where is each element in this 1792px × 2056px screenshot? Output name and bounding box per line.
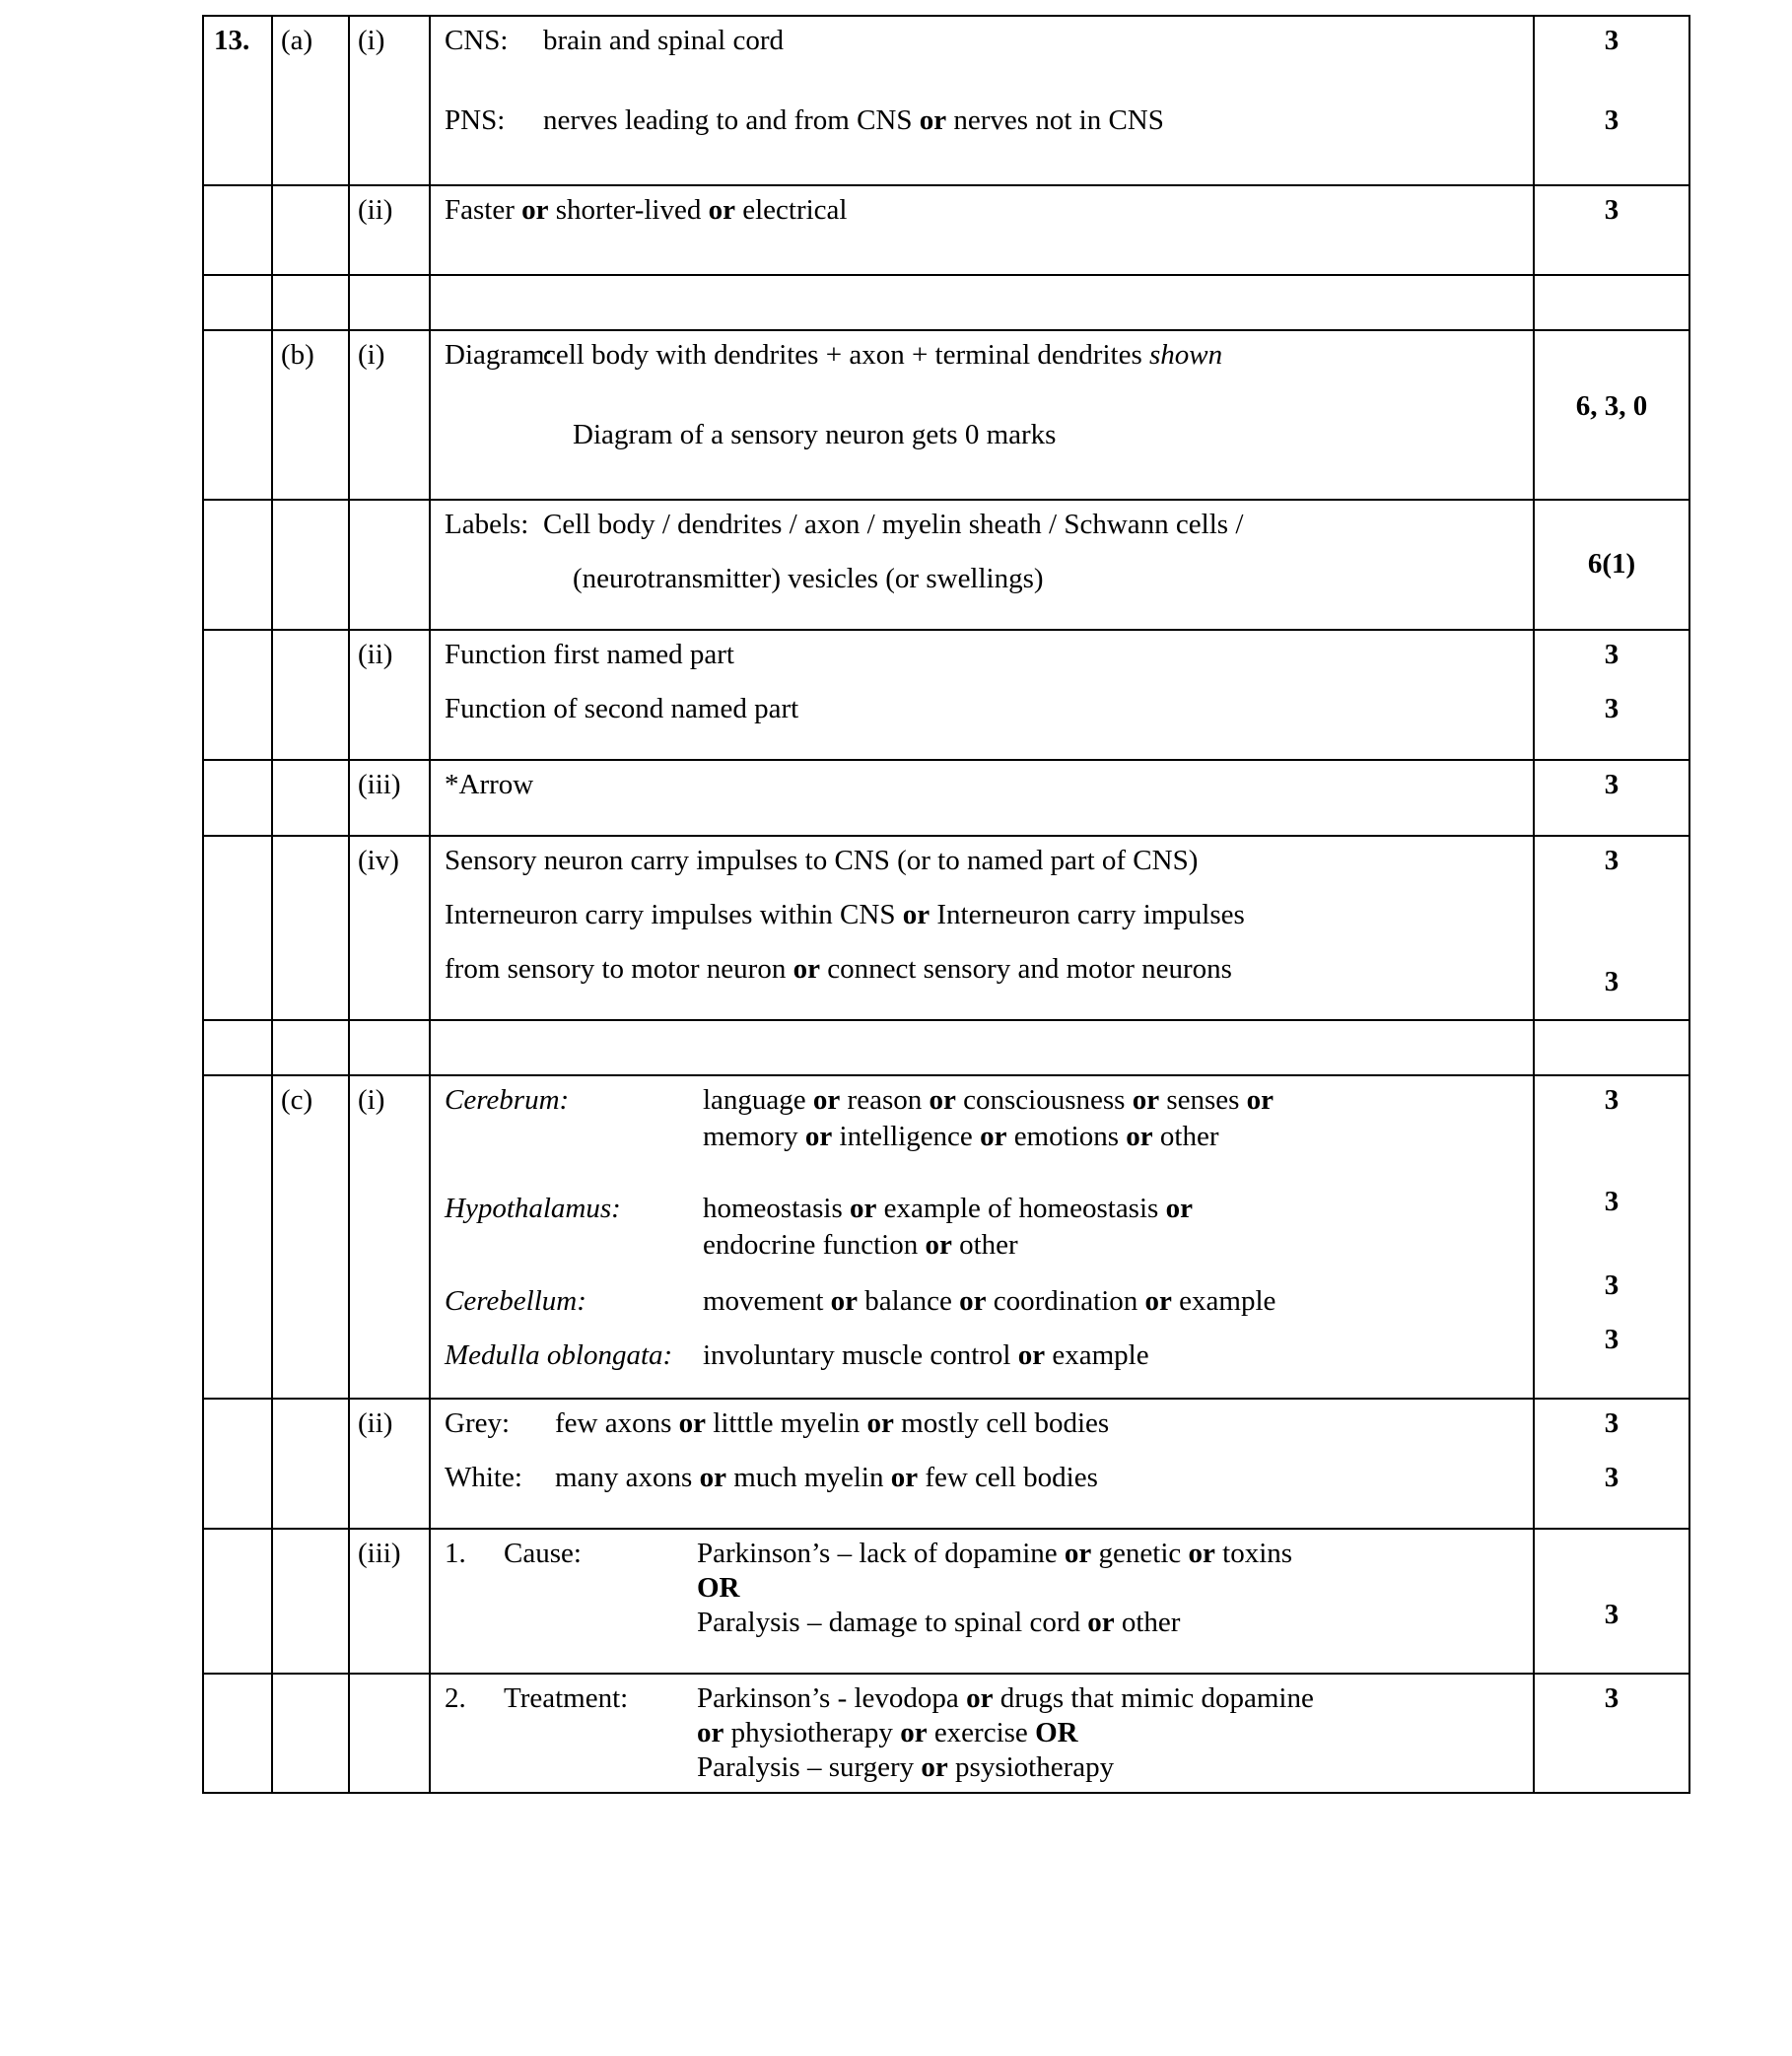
empty-cell bbox=[350, 1021, 429, 1050]
cause-text bbox=[697, 1540, 1292, 1568]
empty-cell bbox=[273, 1400, 348, 1448]
post: example bbox=[1171, 1285, 1276, 1317]
spacer bbox=[1535, 1540, 1689, 1601]
b-iv-line2-pre: Interneuron carry impulses within CNS bbox=[445, 899, 903, 930]
marks-value: 3 bbox=[1604, 1462, 1620, 1493]
answer-line-diagram bbox=[445, 341, 1525, 370]
table-row bbox=[203, 836, 1689, 1020]
table-row bbox=[203, 185, 1689, 275]
cause-number: 1. bbox=[445, 1538, 466, 1569]
part-letter-a: (a) bbox=[281, 25, 313, 56]
roman-b-iv: (iv) bbox=[358, 845, 399, 876]
post: other bbox=[1114, 1607, 1181, 1638]
a-ii-or2: or bbox=[708, 194, 735, 226]
spacer bbox=[1535, 1115, 1689, 1188]
post: example bbox=[1045, 1339, 1149, 1371]
cerebellum-label: Cerebellum: bbox=[445, 1285, 586, 1317]
or: or bbox=[890, 1462, 919, 1493]
spacer bbox=[445, 370, 1525, 421]
pre: movement bbox=[703, 1285, 831, 1317]
empty-cell bbox=[204, 1076, 271, 1125]
marks-value: 3 bbox=[1604, 639, 1620, 670]
roman-c-iii: (iii) bbox=[358, 1538, 401, 1569]
marks-value: 3 bbox=[1604, 104, 1620, 136]
spacer bbox=[1535, 669, 1689, 695]
roman-b-ii: (ii) bbox=[358, 639, 393, 670]
empty-cell bbox=[273, 837, 348, 885]
marks-value: 3 bbox=[1604, 693, 1620, 724]
table-row bbox=[203, 630, 1689, 760]
marks-value: 3 bbox=[1604, 1682, 1620, 1714]
medulla-label: Medulla oblongata: bbox=[445, 1339, 673, 1371]
marks-cell-c-ii bbox=[1535, 1400, 1689, 1502]
answer-b-iii bbox=[431, 761, 1533, 835]
spacer bbox=[445, 539, 1525, 565]
marks-cell-c-i bbox=[1535, 1076, 1689, 1364]
or: or bbox=[1165, 1193, 1193, 1224]
empty-cell bbox=[204, 331, 271, 379]
or: or bbox=[1017, 1339, 1046, 1371]
answer-line-labels bbox=[445, 511, 1525, 539]
spacer bbox=[1535, 341, 1689, 392]
spacer bbox=[1535, 875, 1689, 926]
spacer bbox=[1535, 55, 1689, 106]
pre: homeostasis bbox=[703, 1193, 851, 1224]
marks-cell-a-i bbox=[1535, 17, 1689, 145]
pns-or: or bbox=[919, 104, 947, 136]
answer-b-iv bbox=[431, 837, 1533, 1019]
marks-value: 3 bbox=[1604, 1324, 1620, 1355]
empty-cell bbox=[204, 1021, 271, 1050]
a-ii-mid: shorter-lived bbox=[548, 194, 709, 226]
marks-value: 3 bbox=[1604, 769, 1620, 800]
spacer bbox=[445, 669, 1525, 695]
pre: Parkinson’s - levodopa bbox=[697, 1682, 967, 1714]
marking-scheme-table bbox=[202, 15, 1690, 1794]
empty-cell bbox=[204, 837, 271, 885]
marks-value: 3 bbox=[1604, 25, 1620, 56]
marks-value: 3 bbox=[1604, 1269, 1620, 1301]
cns-label: CNS: bbox=[445, 25, 509, 56]
roman-b-iii: (iii) bbox=[358, 769, 401, 800]
mid: much myelin bbox=[725, 1462, 891, 1493]
spacer bbox=[445, 875, 1525, 901]
marks-value: 6, 3, 0 bbox=[1575, 390, 1648, 422]
treatment-number: 2. bbox=[445, 1682, 466, 1714]
empty-cell bbox=[350, 1675, 429, 1723]
roman-c-ii: (ii) bbox=[358, 1407, 393, 1439]
pre: Paralysis – damage to spinal cord bbox=[697, 1607, 1088, 1638]
post: drugs that mimic dopamine bbox=[993, 1682, 1314, 1714]
empty-cell bbox=[273, 501, 348, 549]
empty-cell bbox=[204, 1675, 271, 1723]
table-row bbox=[203, 760, 1689, 836]
diagram-shown: shown bbox=[1148, 339, 1223, 371]
answer-a-ii bbox=[431, 186, 1533, 274]
answer-b-i-labels bbox=[431, 501, 1533, 629]
or: or bbox=[678, 1407, 707, 1439]
spacer bbox=[445, 1316, 1525, 1341]
empty-cell bbox=[431, 276, 1533, 305]
empty-cell bbox=[204, 761, 271, 809]
or: or bbox=[900, 1717, 928, 1748]
pre: Paralysis – surgery bbox=[697, 1751, 922, 1783]
or: or bbox=[1188, 1538, 1215, 1569]
brain-part-medulla bbox=[445, 1341, 1525, 1370]
empty-cell bbox=[273, 631, 348, 679]
pre: many axons bbox=[555, 1462, 700, 1493]
spacer bbox=[445, 1151, 1525, 1195]
answer-c-iii-cause bbox=[431, 1530, 1533, 1673]
white-matter-line bbox=[445, 1464, 1525, 1492]
roman-c-i: (i) bbox=[358, 1084, 385, 1116]
or: or bbox=[1064, 1538, 1092, 1569]
b-iv-line2-post: Interneuron carry impulses bbox=[930, 899, 1245, 930]
spacer bbox=[445, 1637, 1525, 1663]
marks-value: 3 bbox=[1604, 966, 1620, 997]
marks-cell-b-iv bbox=[1535, 837, 1689, 1006]
cause-or-line bbox=[445, 1574, 1525, 1603]
or: or bbox=[830, 1285, 859, 1317]
treatment-first-line bbox=[445, 1684, 1525, 1713]
spacer bbox=[445, 799, 1525, 825]
part-letter-b: (b) bbox=[281, 339, 314, 371]
treatment-line2 bbox=[445, 1719, 1525, 1748]
or: or bbox=[866, 1407, 894, 1439]
mid: balance bbox=[858, 1285, 960, 1317]
b-ii-line1: Function first named part bbox=[445, 639, 734, 670]
empty-cell bbox=[273, 761, 348, 809]
empty-cell bbox=[204, 186, 271, 235]
empty-cell bbox=[273, 1675, 348, 1723]
or: or bbox=[959, 1285, 987, 1317]
answer-line-cns bbox=[445, 27, 1525, 55]
post: mostly cell bodies bbox=[893, 1407, 1110, 1439]
pns-post: nerves not in CNS bbox=[946, 104, 1164, 136]
cause-or-separator: OR bbox=[697, 1572, 740, 1604]
mid: coordination bbox=[986, 1285, 1145, 1317]
mid: senses bbox=[1159, 1084, 1247, 1116]
post: psysiotherapy bbox=[947, 1751, 1115, 1783]
b-iv-line2-or: or bbox=[902, 899, 930, 930]
labels-line1: Cell body / dendrites / axon / myelin sheath / Schwann cells / bbox=[543, 509, 1244, 540]
brain-part-hypothalamus bbox=[445, 1195, 1525, 1223]
answer-c-ii bbox=[431, 1400, 1533, 1528]
mid: exercise bbox=[927, 1717, 1036, 1748]
table-row bbox=[203, 16, 1689, 185]
mid: physiotherapy bbox=[724, 1717, 901, 1748]
or: or bbox=[699, 1462, 726, 1493]
brain-part-cerebellum bbox=[445, 1287, 1525, 1316]
b-ii-line2: Function of second named part bbox=[445, 693, 799, 724]
marks-value: 3 bbox=[1604, 194, 1620, 226]
empty-cell bbox=[204, 501, 271, 549]
spacer-row bbox=[203, 1020, 1689, 1075]
or: or bbox=[1144, 1285, 1172, 1317]
diagram-text: cell body with dendrites + axon + terminal dendrites bbox=[543, 339, 1149, 371]
spacer bbox=[445, 1438, 1525, 1464]
post: other bbox=[951, 1229, 1018, 1261]
marks-value: 3 bbox=[1604, 845, 1620, 876]
marks-cell-b-iii bbox=[1535, 761, 1689, 809]
or: or bbox=[850, 1193, 877, 1224]
pre: memory bbox=[703, 1121, 805, 1152]
spacer bbox=[445, 929, 1525, 955]
or: or bbox=[1132, 1084, 1160, 1116]
spacer bbox=[445, 225, 1525, 264]
b-iv-line3-pre: from sensory to motor neuron bbox=[445, 953, 793, 985]
empty-cell bbox=[350, 276, 429, 305]
cause-word: Cause: bbox=[504, 1538, 582, 1569]
brain-part-cerebrum bbox=[445, 1086, 1525, 1115]
marks-cell-b-ii bbox=[1535, 631, 1689, 733]
answer-c-i bbox=[431, 1076, 1533, 1398]
answer-line bbox=[445, 196, 1525, 225]
or: or bbox=[1246, 1084, 1275, 1116]
cause-paralysis-line bbox=[445, 1609, 1525, 1637]
a-ii-or1: or bbox=[521, 194, 549, 226]
b-iv-line1: Sensory neuron carry impulses to CNS (or to named part of CNS) bbox=[445, 845, 1199, 876]
empty-cell bbox=[273, 1530, 348, 1578]
spacer-row bbox=[203, 275, 1689, 330]
post: other bbox=[1152, 1121, 1219, 1152]
post: toxins bbox=[1214, 1538, 1293, 1569]
or: or bbox=[921, 1751, 948, 1783]
table-row bbox=[203, 1674, 1689, 1793]
spacer bbox=[445, 1370, 1525, 1388]
empty-cell bbox=[204, 1400, 271, 1448]
diagram-label: Diagram: bbox=[445, 339, 553, 371]
cerebrum-label: Cerebrum: bbox=[445, 1084, 570, 1116]
spacer bbox=[445, 723, 1525, 749]
marks-cell-b-i-diagram bbox=[1535, 331, 1689, 431]
mid: genetic bbox=[1091, 1538, 1189, 1569]
or: or bbox=[925, 1229, 952, 1261]
or: or bbox=[929, 1084, 956, 1116]
question-number: 13. bbox=[214, 25, 250, 56]
spacer bbox=[445, 984, 1525, 1009]
empty-cell bbox=[350, 501, 429, 549]
empty-cell bbox=[1535, 276, 1689, 305]
b-iv-line3 bbox=[445, 955, 1525, 984]
spacer bbox=[445, 135, 1525, 174]
empty-cell bbox=[204, 276, 271, 305]
marks-cell-c-iii-2 bbox=[1535, 1675, 1689, 1723]
or-separator: OR bbox=[1035, 1717, 1078, 1748]
cns-text: brain and spinal cord bbox=[543, 25, 785, 56]
empty-cell bbox=[1535, 1021, 1689, 1050]
white-label: White: bbox=[445, 1462, 522, 1493]
treatment-line3 bbox=[445, 1753, 1525, 1782]
post: few cell bodies bbox=[918, 1462, 1098, 1493]
mid: emotions bbox=[1006, 1121, 1127, 1152]
empty-cell bbox=[204, 631, 271, 679]
spacer bbox=[1535, 1300, 1689, 1326]
marks-value: 3 bbox=[1604, 1599, 1620, 1630]
or: or bbox=[804, 1121, 833, 1152]
marks-value: 6(1) bbox=[1587, 548, 1636, 580]
spacer bbox=[1535, 1438, 1689, 1464]
answer-b-ii bbox=[431, 631, 1533, 759]
spacer bbox=[445, 1260, 1525, 1287]
empty-cell bbox=[431, 1021, 1533, 1050]
table-row bbox=[203, 1075, 1689, 1399]
empty-cell bbox=[273, 186, 348, 235]
empty-cell bbox=[273, 276, 348, 305]
hypothalamus-line2 bbox=[445, 1231, 1525, 1260]
mid: example of homeostasis bbox=[876, 1193, 1166, 1224]
cerebrum-line2 bbox=[445, 1123, 1525, 1151]
or: or bbox=[697, 1717, 724, 1748]
part-letter-c: (c) bbox=[281, 1084, 313, 1116]
answer-line-sensory-note: Diagram of a sensory neuron gets 0 marks bbox=[573, 419, 1057, 450]
marks-cell-c-iii-1 bbox=[1535, 1530, 1689, 1639]
pre: Parkinson’s – lack of dopamine bbox=[697, 1538, 1065, 1569]
marks-cell-b-i-labels bbox=[1535, 501, 1689, 588]
treatment-text bbox=[697, 1684, 1314, 1713]
mid: intelligence bbox=[832, 1121, 981, 1152]
marks-value: 3 bbox=[1604, 1186, 1620, 1217]
spacer bbox=[445, 449, 1525, 489]
spacer bbox=[445, 1492, 1525, 1518]
b-iv-line2 bbox=[445, 901, 1525, 929]
labels-line2: (neurotransmitter) vesicles (or swellings) bbox=[573, 563, 1044, 594]
mid: litttle myelin bbox=[706, 1407, 867, 1439]
b-iv-line3-post: connect sensory and motor neurons bbox=[819, 953, 1232, 985]
pns-pre: nerves leading to and from CNS bbox=[543, 104, 920, 136]
spacer bbox=[445, 55, 1525, 106]
answer-a-i bbox=[431, 17, 1533, 184]
a-ii-post: electrical bbox=[734, 194, 848, 226]
pre: endocrine function bbox=[703, 1229, 926, 1261]
cause-first-line bbox=[445, 1540, 1525, 1568]
spacer bbox=[1535, 1216, 1689, 1271]
answer-line-pns bbox=[445, 106, 1525, 135]
table-row bbox=[203, 500, 1689, 630]
spacer bbox=[1535, 926, 1689, 968]
labels-label: Labels: bbox=[445, 509, 529, 540]
pns-label: PNS: bbox=[445, 104, 506, 136]
mid: consciousness bbox=[955, 1084, 1133, 1116]
or: or bbox=[1087, 1607, 1115, 1638]
empty-cell bbox=[273, 1021, 348, 1050]
table-row bbox=[203, 1399, 1689, 1529]
marks-cell-a-ii bbox=[1535, 186, 1689, 235]
hypothalamus-label: Hypothalamus: bbox=[445, 1193, 621, 1224]
answer-c-iii-treatment bbox=[431, 1675, 1533, 1792]
roman-a-i: (i) bbox=[358, 25, 385, 56]
spacer bbox=[1535, 511, 1689, 550]
marks-value: 3 bbox=[1604, 1407, 1620, 1439]
roman-b-i: (i) bbox=[358, 339, 385, 371]
grey-label: Grey: bbox=[445, 1407, 511, 1439]
roman-a-ii: (ii) bbox=[358, 194, 393, 226]
table-row bbox=[203, 330, 1689, 500]
answer-b-i-diagram bbox=[431, 331, 1533, 499]
or: or bbox=[980, 1121, 1007, 1152]
table-row bbox=[203, 1529, 1689, 1674]
empty-cell bbox=[204, 1530, 271, 1578]
pre: involuntary muscle control bbox=[703, 1339, 1018, 1371]
a-ii-pre: Faster bbox=[445, 194, 522, 226]
mid: reason bbox=[840, 1084, 930, 1116]
pre: few axons bbox=[555, 1407, 679, 1439]
spacer bbox=[445, 593, 1525, 619]
or: or bbox=[812, 1084, 841, 1116]
or: or bbox=[1126, 1121, 1153, 1152]
marks-value: 3 bbox=[1604, 1084, 1620, 1116]
b-iii-text: *Arrow bbox=[445, 769, 534, 800]
b-iv-line3-or: or bbox=[793, 953, 820, 985]
treatment-word: Treatment: bbox=[504, 1682, 629, 1714]
cerebrum-pre: language bbox=[703, 1084, 813, 1116]
or: or bbox=[966, 1682, 994, 1714]
grey-matter-line bbox=[445, 1409, 1525, 1438]
